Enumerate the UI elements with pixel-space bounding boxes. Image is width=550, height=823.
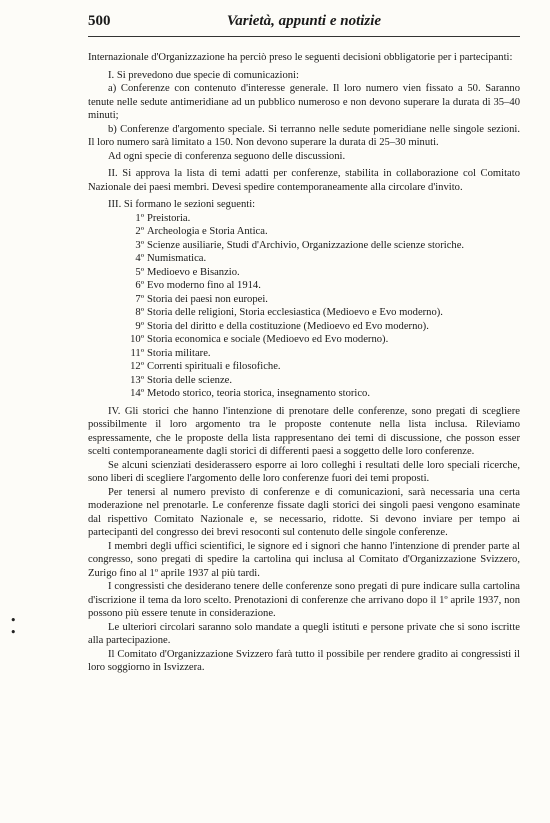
running-title: Varietà, appunti e notizie [226,13,382,29]
list-item: 13º Storia delle scienze. [130,374,233,386]
section-i-item-b: b) Conferenze d'argomento speciale. Si terranno nelle sedute pomeridiane nelle singole sezioni. Il loro numero sarà limitato a 150. Non devono superare la durata di 25–30 minuti. [88,123,520,148]
section-iv-paragraph-1: IV. Gli storici che hanno l'intenzione di prenotare delle conferenze, sono pregati di scegliere possibilmente il loro argomento tra le proposte contenute nella lista inclusa. Rileviamo espressamente, che le proposte della lista rappresentano dei temi di discussione, che posson esser scelti contemporaneamente dagli storici di differenti paesi a soggetto delle loro conferenze. [88,405,520,457]
intro-paragraph: Internazionale d'Organizzazione ha perciò preso le seguenti decisioni obbligatorie per i partecipanti: [88,52,513,63]
section-i-lead: I. Si prevedono due specie di comunicazioni: [108,69,299,81]
section-iv-paragraph-7: Il Comitato d'Organizzazione Svizzero farà tutto il possibile per rendere gradito ai congressisti il loro soggiorno in Isvizzera. [88,648,520,673]
margin-mark: • [10,614,17,627]
section-iv-paragraph-5: I congressisti che desiderano tenere delle conferenze sono pregati di pure indicare sulla cartolina d'iscrizione il tema da loro scelto. Prenotazioni di conferenze che arrivano dopo il 1º aprile 1937, non possono più essere tenute in considerazione. [88,581,520,619]
list-item: 5º Medioevo e Bisanzio. [135,266,240,278]
section-iv-paragraph-6: Le ulteriori circolari saranno solo mandate a quegli istituti e persone private che si sono iscritte alla partecipazione. [88,621,520,646]
section-iv-paragraph-2: Se alcuni scienziati desiderassero esporre ai loro colleghi i resultati delle loro speciali ricerche, sono liberi di scegliere l'argomento delle loro conferenze fuori dei temi proposti. [88,459,520,484]
list-item: 8º Storia delle religioni, Storia ecclesiastica (Medioevo e Evo moderno). [135,307,443,318]
list-item: 14º Metodo storico, teoria storica, insegnamento storico. [130,388,371,399]
list-item: 4º Numismatica. [135,253,207,264]
section-ii-paragraph: II. Si approva la lista di temi adatti per conferenze, stabilita in collaborazione col Comitato Nazionale dei paesi membri. Devesi spedire contemporaneamente alla circolare d'invito. [88,168,520,193]
list-item: 7º Storia dei paesi non europei. [135,293,268,305]
list-item: 9º Storia del diritto e della costituzione (Medioevo ed Evo moderno). [135,320,429,332]
section-iv-paragraph-4: I membri degli uffici scientifici, le signore ed i signori che hanno l'intenzione di prender parte al congresso, sono pregati di spedire la cartolina qui inclusa al Comitato d'Organizzazione Svizzero, Zurigo fino al 1º aprile 1937 al più tardi. [88,540,520,579]
page-number: 500 [88,13,111,29]
sections-list [88,212,520,401]
margin-mark: • [10,626,17,639]
document-body [88,51,520,675]
list-item: 10º Storia economica e sociale (Medioevo ed Evo moderno). [130,334,389,345]
page-header [88,13,520,33]
section-iv-paragraph-3: Per tenersi al numero previsto di conferenze e di comunicazioni, sarà necessaria una certa moderazione nel prenotarle. Le conferenze fissate dagli storici dei singoli paesi vengono esaminate dal rispettivo Comitato Nazionale e, se necessario, ridotte. Si devono inviare per tempo ai partecipanti del congresso dei brevi resoconti sul contenuto delle singole conferenze. [88,486,520,538]
list-item: 1º Preistoria. [135,212,191,224]
list-item: 11º Storia militare. [130,347,211,359]
section-iii-lead: III. Si formano le sezioni seguenti: [108,199,256,210]
list-item: 2º Archeologia e Storia Antica. [135,226,268,237]
list-item: 6º Evo moderno fino al 1914. [135,280,261,291]
header-rule [88,36,520,37]
section-i-item-a: a) Conferenze con contenuto d'interesse generale. Il loro numero vien fissato a 50. Saranno tenute nelle sedute antimeridiane ad un pubblico numeroso e non devono superare la durata di 35–40 minuti; [88,83,520,121]
list-item: 3º Scienze ausiliarie, Studi d'Archivio, Organizzazione delle scienze storiche. [135,239,465,251]
list-item: 12º Correnti spirituali e filosofiche. [130,361,281,372]
section-i-note: Ad ogni specie di conferenza seguono delle discussioni. [108,150,346,162]
